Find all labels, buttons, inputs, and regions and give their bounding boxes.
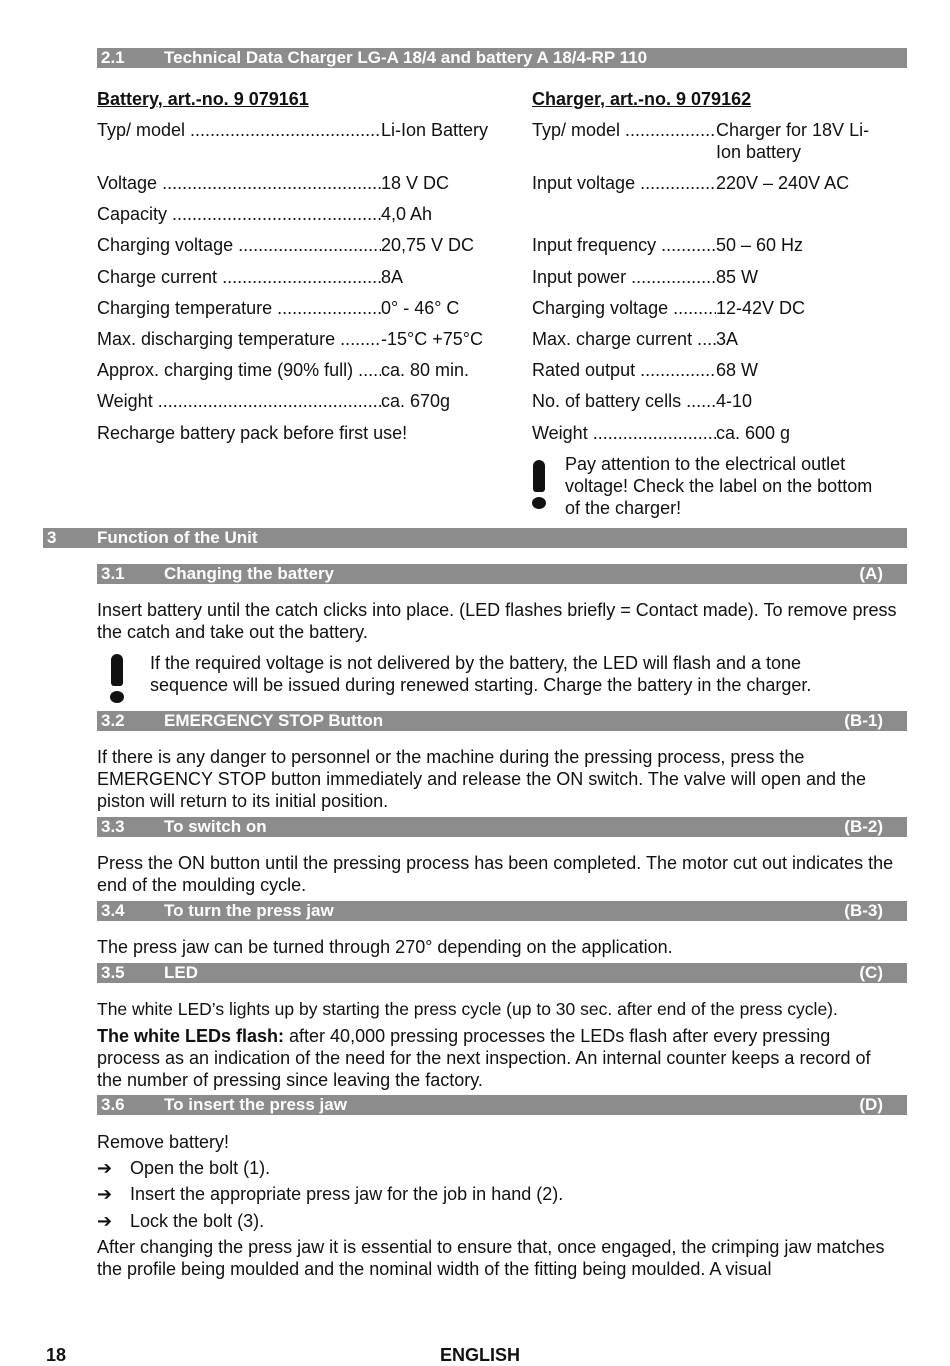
spec-value: ca. 670g bbox=[381, 391, 451, 411]
section-number: 3.2 bbox=[101, 711, 125, 730]
s3-6-tail: After changing the press jaw it is essential to ensure that, once engaged, the crimping jaw matches the profile being moulded and the nominal width of the fitting being moulded. A visual bbox=[97, 1237, 885, 1279]
section-title: Function of the Unit bbox=[97, 528, 258, 547]
page-number: 18 bbox=[46, 1345, 67, 1365]
figure-ref: (D) bbox=[859, 1095, 883, 1114]
s3-1-text: Insert battery until the catch clicks into place. (LED flashes briefly = Contact made). To remove press the catch and take out the battery. bbox=[97, 600, 897, 642]
spec-label: Charging voltage ..... bbox=[532, 297, 716, 319]
spec-value: ca. 600 g bbox=[716, 423, 791, 443]
section-number: 2.1 bbox=[101, 48, 125, 67]
spec-row bbox=[97, 359, 521, 381]
spec-row bbox=[97, 234, 521, 256]
spec-row bbox=[532, 390, 886, 412]
step-1: Open the bolt (1). bbox=[130, 1158, 271, 1178]
spec-value: 68 W bbox=[716, 360, 759, 380]
spec-row bbox=[532, 266, 886, 288]
warning-icon bbox=[530, 460, 548, 509]
arrow-right-icon: ➔ bbox=[97, 1184, 113, 1204]
section-number: 3.5 bbox=[101, 963, 125, 982]
section-header-3-3 bbox=[97, 817, 907, 837]
arrow-right-icon: ➔ bbox=[97, 1211, 113, 1231]
spec-value: 18 V DC bbox=[381, 173, 450, 193]
spec-label: Capacity ..... bbox=[97, 203, 381, 225]
section-number: 3 bbox=[47, 528, 57, 547]
footer-language: ENGLISH bbox=[440, 1345, 521, 1365]
spec-row bbox=[97, 297, 521, 319]
spec-value: 220V – 240V AC bbox=[716, 173, 850, 193]
section-number: 3.6 bbox=[101, 1095, 125, 1114]
section-title: To turn the press jaw bbox=[164, 901, 334, 920]
spec-label: Rated output ..... bbox=[532, 359, 716, 381]
section-number: 3.4 bbox=[101, 901, 125, 920]
spec-value: 0° - 46° C bbox=[381, 298, 460, 318]
spec-row bbox=[97, 390, 521, 412]
section-header-3-5 bbox=[97, 963, 907, 983]
spec-label: Charging temperature ..... bbox=[97, 297, 381, 319]
s3-3-text: Press the ON button until the pressing process has been completed. The motor cut out indicates the end of the moulding cycle. bbox=[97, 853, 894, 895]
figure-ref: (B-2) bbox=[844, 817, 883, 836]
s3-5-text2 bbox=[97, 1025, 897, 1091]
spec-value: 4,0 Ah bbox=[381, 204, 433, 224]
section-header-3-6 bbox=[97, 1095, 907, 1115]
spec-label: Typ/ model ..... bbox=[532, 119, 716, 163]
spec-row bbox=[532, 297, 886, 319]
spec-value: 3A bbox=[716, 329, 739, 349]
spec-label: Charging voltage ..... bbox=[97, 234, 381, 256]
figure-ref: (B-1) bbox=[844, 711, 883, 730]
s3-2-text: If there is any danger to personnel or the machine during the pressing process, press the EMERGENCY STOP button immediately and release the ON switch. The valve will open and the piston will return to its initial position. bbox=[97, 747, 867, 811]
spec-value: Li-Ion Battery bbox=[381, 120, 489, 140]
spec-label: Weight ..... bbox=[97, 390, 381, 412]
spec-row bbox=[532, 172, 886, 194]
spec-value: Charger for 18V Li-Ion battery bbox=[716, 120, 870, 162]
figure-ref: (B-3) bbox=[844, 901, 883, 920]
spec-label: Charge current ..... bbox=[97, 266, 381, 288]
arrow-right-icon: ➔ bbox=[97, 1158, 113, 1178]
s3-5-text2-body: after 40,000 pressing processes the LEDs flash after every pressing process as an indication of the need for the next inspection. An internal counter keeps a record of the number of pressing since leaving the factory. bbox=[97, 1026, 871, 1090]
step-3: Lock the bolt (3). bbox=[130, 1211, 265, 1231]
spec-value: 4-10 bbox=[716, 391, 753, 411]
battery-note: Recharge battery pack before first use! bbox=[97, 423, 408, 443]
section-header-2-1 bbox=[97, 48, 907, 68]
charger-heading: Charger, art.-no. 9 079162 bbox=[532, 89, 752, 109]
spec-value: ca. 80 min. bbox=[381, 360, 470, 380]
step-2: Insert the appropriate press jaw for the job in hand (2). bbox=[130, 1184, 564, 1204]
spec-label: Typ/ model ..... bbox=[97, 119, 381, 141]
spec-row bbox=[532, 422, 886, 444]
battery-heading: Battery, art.-no. 9 079161 bbox=[97, 89, 309, 109]
spec-label: No. of battery cells ..... bbox=[532, 390, 716, 412]
spec-value: 85 W bbox=[716, 267, 759, 287]
spec-row bbox=[532, 119, 886, 163]
spec-value: 12-42V DC bbox=[716, 298, 806, 318]
spec-row bbox=[532, 359, 886, 381]
s3-4-text: The press jaw can be turned through 270° depending on the application. bbox=[97, 937, 673, 957]
section-header-3-1 bbox=[97, 564, 907, 584]
figure-ref: (C) bbox=[859, 963, 883, 982]
spec-label: Weight ..... bbox=[532, 422, 716, 444]
section-header-3-2 bbox=[97, 711, 907, 731]
section-title: LED bbox=[164, 963, 198, 982]
charger-warning: Pay attention to the electrical outlet voltage! Check the label on the bottom of the charger! bbox=[565, 454, 873, 518]
section-title: To switch on bbox=[164, 817, 267, 836]
section-number: 3.3 bbox=[101, 817, 125, 836]
spec-row bbox=[97, 119, 521, 141]
spec-row bbox=[532, 328, 886, 350]
section-number: 3.1 bbox=[101, 564, 125, 583]
section-header-3-4 bbox=[97, 901, 907, 921]
s3-6-lead: Remove battery! bbox=[97, 1132, 230, 1152]
spec-label: Max. discharging temperature ..... bbox=[97, 328, 381, 350]
spec-label: Input power ..... bbox=[532, 266, 716, 288]
spec-label: Input voltage ..... bbox=[532, 172, 716, 194]
section-title: Changing the battery bbox=[164, 564, 335, 583]
section-title: To insert the press jaw bbox=[164, 1095, 347, 1114]
spec-label: Voltage ..... bbox=[97, 172, 381, 194]
s3-5-bold-lead: The white LEDs flash: bbox=[97, 1026, 285, 1046]
spec-value: -15°C +75°C bbox=[381, 329, 483, 349]
spec-label: Approx. charging time (90% full) ..... bbox=[97, 359, 381, 381]
section-header-3 bbox=[43, 528, 907, 548]
spec-row bbox=[97, 172, 521, 194]
figure-ref: (A) bbox=[859, 564, 883, 583]
spec-row bbox=[532, 234, 886, 256]
spec-row bbox=[97, 328, 521, 350]
spec-row bbox=[97, 266, 521, 288]
spec-row bbox=[97, 203, 521, 225]
section-title: Technical Data Charger LG-A 18/4 and battery A 18/4-RP 110 bbox=[164, 48, 648, 67]
s3-1-warning: If the required voltage is not delivered by the battery, the LED will flash and a tone sequence will be issued during renewed starting. Charge the battery in the charger. bbox=[150, 653, 812, 695]
spec-value: 20,75 V DC bbox=[381, 235, 475, 255]
spec-label: Input frequency ..... bbox=[532, 234, 716, 256]
s3-5-text1: The white LED’s lights up by starting the press cycle (up to 30 sec. after end of the press cycle). bbox=[97, 999, 838, 1019]
spec-value: 8A bbox=[381, 267, 404, 287]
warning-icon bbox=[108, 654, 126, 703]
spec-value: 50 – 60 Hz bbox=[716, 235, 804, 255]
spec-label: Max. charge current ..... bbox=[532, 328, 716, 350]
section-title: EMERGENCY STOP Button bbox=[164, 711, 384, 730]
